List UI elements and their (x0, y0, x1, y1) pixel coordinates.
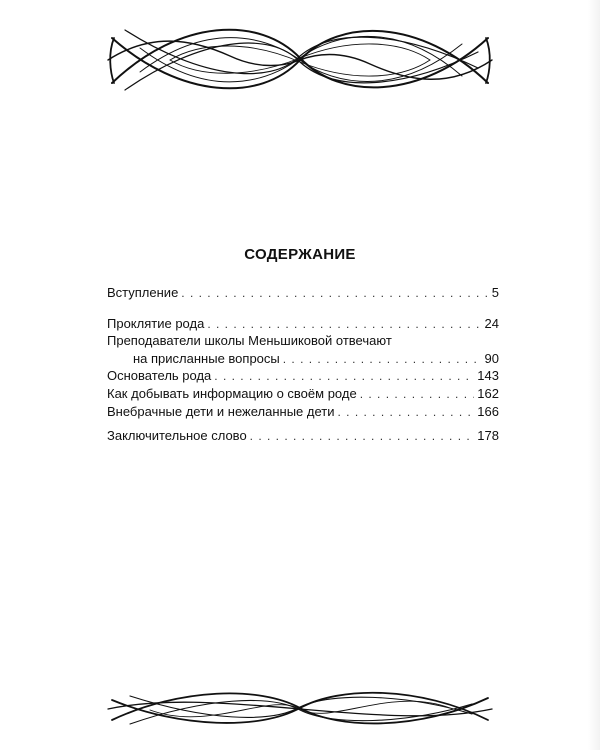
toc-entry-page: 24 (484, 316, 499, 331)
toc-title: СОДЕРЖАНИЕ (244, 246, 356, 263)
toc-entry-title: Основатель рода (107, 368, 212, 383)
toc-entry-page: 178 (477, 428, 499, 443)
toc-entry-page: 143 (477, 368, 499, 383)
dot-leader (360, 385, 475, 403)
dot-leader (338, 403, 475, 421)
dot-leader (250, 427, 475, 445)
toc-entry (107, 284, 499, 302)
toc-entry (107, 367, 499, 385)
toc-entry-title: Внебрачные дети и нежеланные дети (107, 404, 335, 419)
toc-entry-page: 166 (477, 404, 499, 419)
toc-entry (107, 385, 499, 403)
toc-entry (107, 332, 499, 350)
dot-leader (181, 284, 488, 302)
toc-entry-title: Как добывать информацию о своём роде (107, 386, 357, 401)
toc-entry-page: 5 (491, 285, 499, 300)
toc-entry-title: Вступление (107, 285, 179, 300)
dot-leader (283, 350, 482, 368)
toc-entry-title-line2: на присланные вопросы (133, 351, 280, 366)
toc-entry-title: Заключительное слово (107, 428, 247, 443)
bottom-ornament-flourish (0, 680, 600, 735)
page-edge-shadow (588, 0, 600, 750)
toc-entry-continuation (107, 350, 499, 368)
dot-leader (207, 315, 481, 333)
toc-entry-title: Проклятие рода (107, 316, 205, 331)
toc-entry (107, 403, 499, 421)
toc-entry-title-line1: Преподаватели школы Меньшиковой отвечают (107, 333, 392, 348)
toc-entry (107, 315, 499, 333)
dot-leader (214, 367, 474, 385)
toc-entry (107, 427, 499, 445)
toc-entry-page: 90 (484, 351, 499, 366)
toc-entry-page: 162 (477, 386, 499, 401)
top-ornament-flourish (0, 8, 600, 108)
